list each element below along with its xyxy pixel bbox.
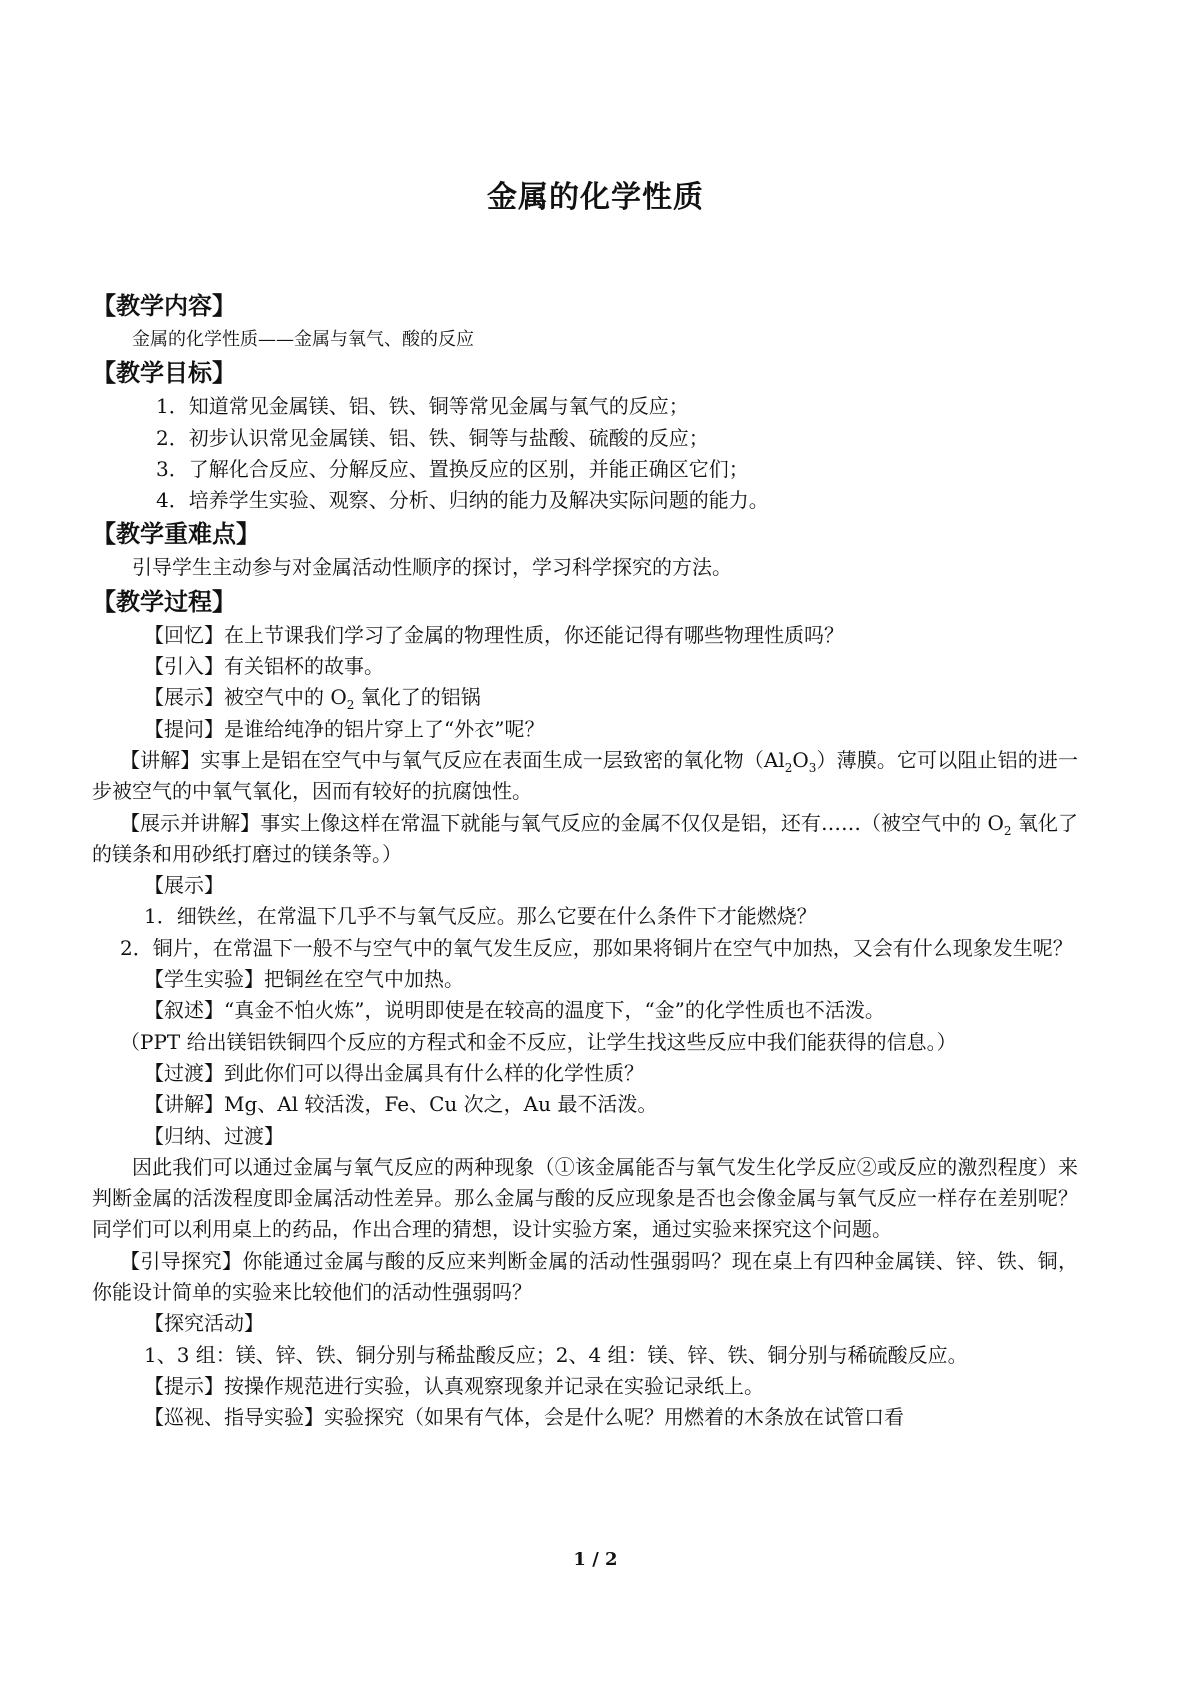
process-show-2-item: 1．细铁丝，在常温下几乎不与氧气反应。那么它要在什么条件下才能燃烧？ <box>144 904 817 929</box>
process-activity-text: 1、3 组：镁、锌、铁、铜分别与稀盐酸反应；2、4 组：镁、锌、铁、铜分别与稀硫酸反应。 <box>144 1342 968 1367</box>
process-student-experiment: 【学生实验】把铜丝在空气中加热。 <box>144 967 464 992</box>
text-part: 氧化了的铝锅 <box>354 685 481 710</box>
text-part: 【讲解】实事上是铝在空气中与氧气反应在表面生成一层致密的氧化物（Al <box>120 747 785 772</box>
process-show-explain <box>92 808 1078 871</box>
process-show-2: 【展示】 <box>144 873 224 898</box>
subscript: 2 <box>784 760 793 775</box>
document-body <box>92 288 1078 1434</box>
text-part: 氧化了的镁条和用砂纸打磨过的镁条等。） <box>92 810 1079 866</box>
section-heading-goals: 【教学目标】 <box>92 359 236 388</box>
section-heading-process: 【教学过程】 <box>92 587 236 616</box>
process-show-1 <box>92 682 1078 713</box>
process-activity-heading: 【探究活动】 <box>144 1311 264 1336</box>
process-patrol: 【巡视、指导实验】实验探究（如果有气体，会是什么呢？用燃着的木条放在试管口看 <box>144 1405 904 1430</box>
process-question: 【提问】是谁给纯净的铝片穿上了“外衣”呢？ <box>144 716 545 741</box>
goal-item: 2．初步认识常见金属镁、铝、铁、铜等与盐酸、硫酸的反应； <box>156 425 709 450</box>
text-part: 【展示并讲解】事实上像这样在常温下就能与氧气反应的金属不仅仅是铝，还有……（被空气中的 O <box>120 810 1004 835</box>
process-summary-text: 因此我们可以通过金属与氧气反应的两种现象（①该金属能否与氧气发生化学反应②或反应的激烈程度）来判断金属的活泼程度即金属活动性差异。那么金属与酸的反应现象是否也会像金属与氧气反应一样存在差别呢？同学们可以利用桌上的药品，作出合理的猜想，设计实验方案，通过实验来探究这个问题。 <box>92 1154 1078 1242</box>
page-indicator: 1 / 2 <box>573 1549 618 1570</box>
goal-item: 3．了解化合反应、分解反应、置换反应的区别，并能正确区它们； <box>156 456 749 481</box>
goal-item: 4．培养学生实验、观察、分析、归纳的能力及解决实际问题的能力。 <box>156 488 769 513</box>
subscript: 3 <box>808 760 817 775</box>
text-part: 【展示】被空气中的 O <box>144 685 347 710</box>
process-explain-2: 【讲解】Mg、Al 较活泼，Fe、Cu 次之，Au 最不活泼。 <box>144 1092 658 1117</box>
subscript: 2 <box>346 698 355 713</box>
process-hint: 【提示】按操作规范进行实验，认真观察现象并记录在实验记录纸上。 <box>144 1373 764 1398</box>
process-recall: 【回忆】在上节课我们学习了金属的物理性质，你还能记得有哪些物理性质吗？ <box>144 622 844 647</box>
process-summary-heading: 【归纳、过渡】 <box>144 1123 284 1148</box>
process-narrate: 【叙述】“真金不怕火炼”，说明即使是在较高的温度下，“金”的化学性质也不活泼。 <box>144 998 885 1023</box>
text-part: ）薄膜。它可以阻止铝的进一步被空气的中氧气氧化，因而有较好的抗腐蚀性。 <box>92 747 1079 804</box>
text-part: O <box>792 747 809 772</box>
document-title: 金属的化学性质 <box>487 180 704 215</box>
content-text: 金属的化学性质——金属与氧气、酸的反应 <box>132 329 474 350</box>
section-heading-key-points: 【教学重难点】 <box>92 520 260 549</box>
process-guided-inquiry: 【引导探究】你能通过金属与酸的反应来判断金属的活动性强弱吗？现在桌上有四种金属镁、锌、铁、铜，你能设计简单的实验来比较他们的活动性强弱吗？ <box>92 1248 1078 1305</box>
process-transition: 【过渡】到此你们可以得出金属具有什么样的化学性质？ <box>144 1060 644 1085</box>
goal-item: 1．知道常见金属镁、铝、铁、铜等常见金属与氧气的反应； <box>156 394 689 419</box>
process-show-2-item: 2．铜片，在常温下一般不与空气中的氧气发生反应，那如果将铜片在空气中加热，又会有什么现象发生呢？ <box>120 935 1073 960</box>
process-ppt-note: （PPT 给出镁铝铁铜四个反应的方程式和金不反应，让学生找这些反应中我们能获得的信息。） <box>120 1029 957 1054</box>
section-heading-content: 【教学内容】 <box>92 292 236 320</box>
process-introduce: 【引入】有关铝杯的故事。 <box>144 654 384 679</box>
process-explain-1 <box>92 745 1078 808</box>
key-points-text: 引导学生主动参与对金属活动性顺序的探讨，学习科学探究的方法。 <box>132 555 732 580</box>
subscript: 2 <box>1003 823 1012 838</box>
